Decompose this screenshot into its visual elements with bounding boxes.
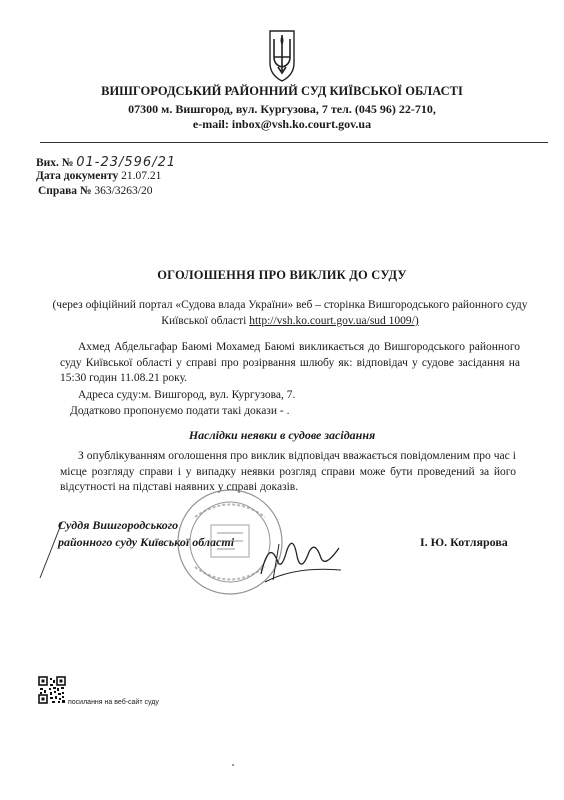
- portal-note-line1: (через офіційний портал «Судова влада України» веб – сторінка Вишгородського районного суду: [52, 299, 528, 311]
- evidence-paragraph: Додатково пропонуємо подати такі докази - .: [70, 405, 290, 417]
- outgoing-label: Вих. №: [36, 157, 74, 169]
- court-address-paragraph: Адреса суду:м. Вишгород, вул. Кургузова, 7.: [78, 389, 296, 401]
- court-portal-link[interactable]: http://vsh.ko.court.gov.ua/sud 1009/): [249, 315, 419, 327]
- qr-caption: посилання на веб-сайт суду: [68, 699, 159, 706]
- date-label: Дата документу: [36, 170, 119, 182]
- trident-emblem-icon: [268, 27, 296, 83]
- court-email: e-mail: inbox@vsh.ko.court.gov.ua: [192, 117, 372, 131]
- judge-title-line1: Суддя Вишгородського: [58, 518, 179, 532]
- judge-title-line2: районного суду Київської області: [58, 535, 235, 549]
- consequences-heading: Наслідки неявки в судове засідання: [188, 428, 376, 442]
- summons-paragraph: Ахмед Абдельгафар Баюмі Мохамед Баюмі викликається до Вишгородського районного суду Київської області у справі про розірвання шлюбу як: відповідач у судове засідання на 15:30 годин 11.08.21 року.: [60, 341, 520, 384]
- outgoing-number: [36, 155, 176, 170]
- portal-note: [36, 297, 544, 329]
- outgoing-value: 01-23/596/21: [76, 155, 177, 170]
- judge-signature: [255, 530, 345, 585]
- document-date: [36, 170, 161, 182]
- court-address: 07300 м. Вишгород, вул. Кургузова, 7 тел. (045 96) 22-710,: [128, 102, 436, 116]
- judge-name: І. Ю. Котлярова: [420, 535, 508, 549]
- consequences-paragraph: З опублікуванням оголошення про виклик відповідач вважається повідомленим про час і місце розгляду справи і у випадку неявки розгляд справи може бути проведений за його відсутності на підставі наявних у справі доказів.: [60, 450, 516, 493]
- case-label: Справа №: [38, 185, 92, 197]
- case-number: [38, 185, 152, 197]
- date-value: 21.07.21: [121, 170, 162, 182]
- header-divider: [40, 142, 548, 143]
- court-name: ВИШГОРОДСЬКИЙ РАЙОННИЙ СУД КИЇВСЬКОЇ ОБЛАСТІ: [101, 84, 463, 98]
- document-title: ОГОЛОШЕННЯ ПРО ВИКЛИК ДО СУДУ: [157, 268, 407, 282]
- qr-code-icon[interactable]: [38, 676, 66, 704]
- portal-note-line2: Київської області: [161, 315, 250, 327]
- scan-artifact-dot: [232, 764, 234, 766]
- case-value: 363/3263/20: [94, 185, 153, 197]
